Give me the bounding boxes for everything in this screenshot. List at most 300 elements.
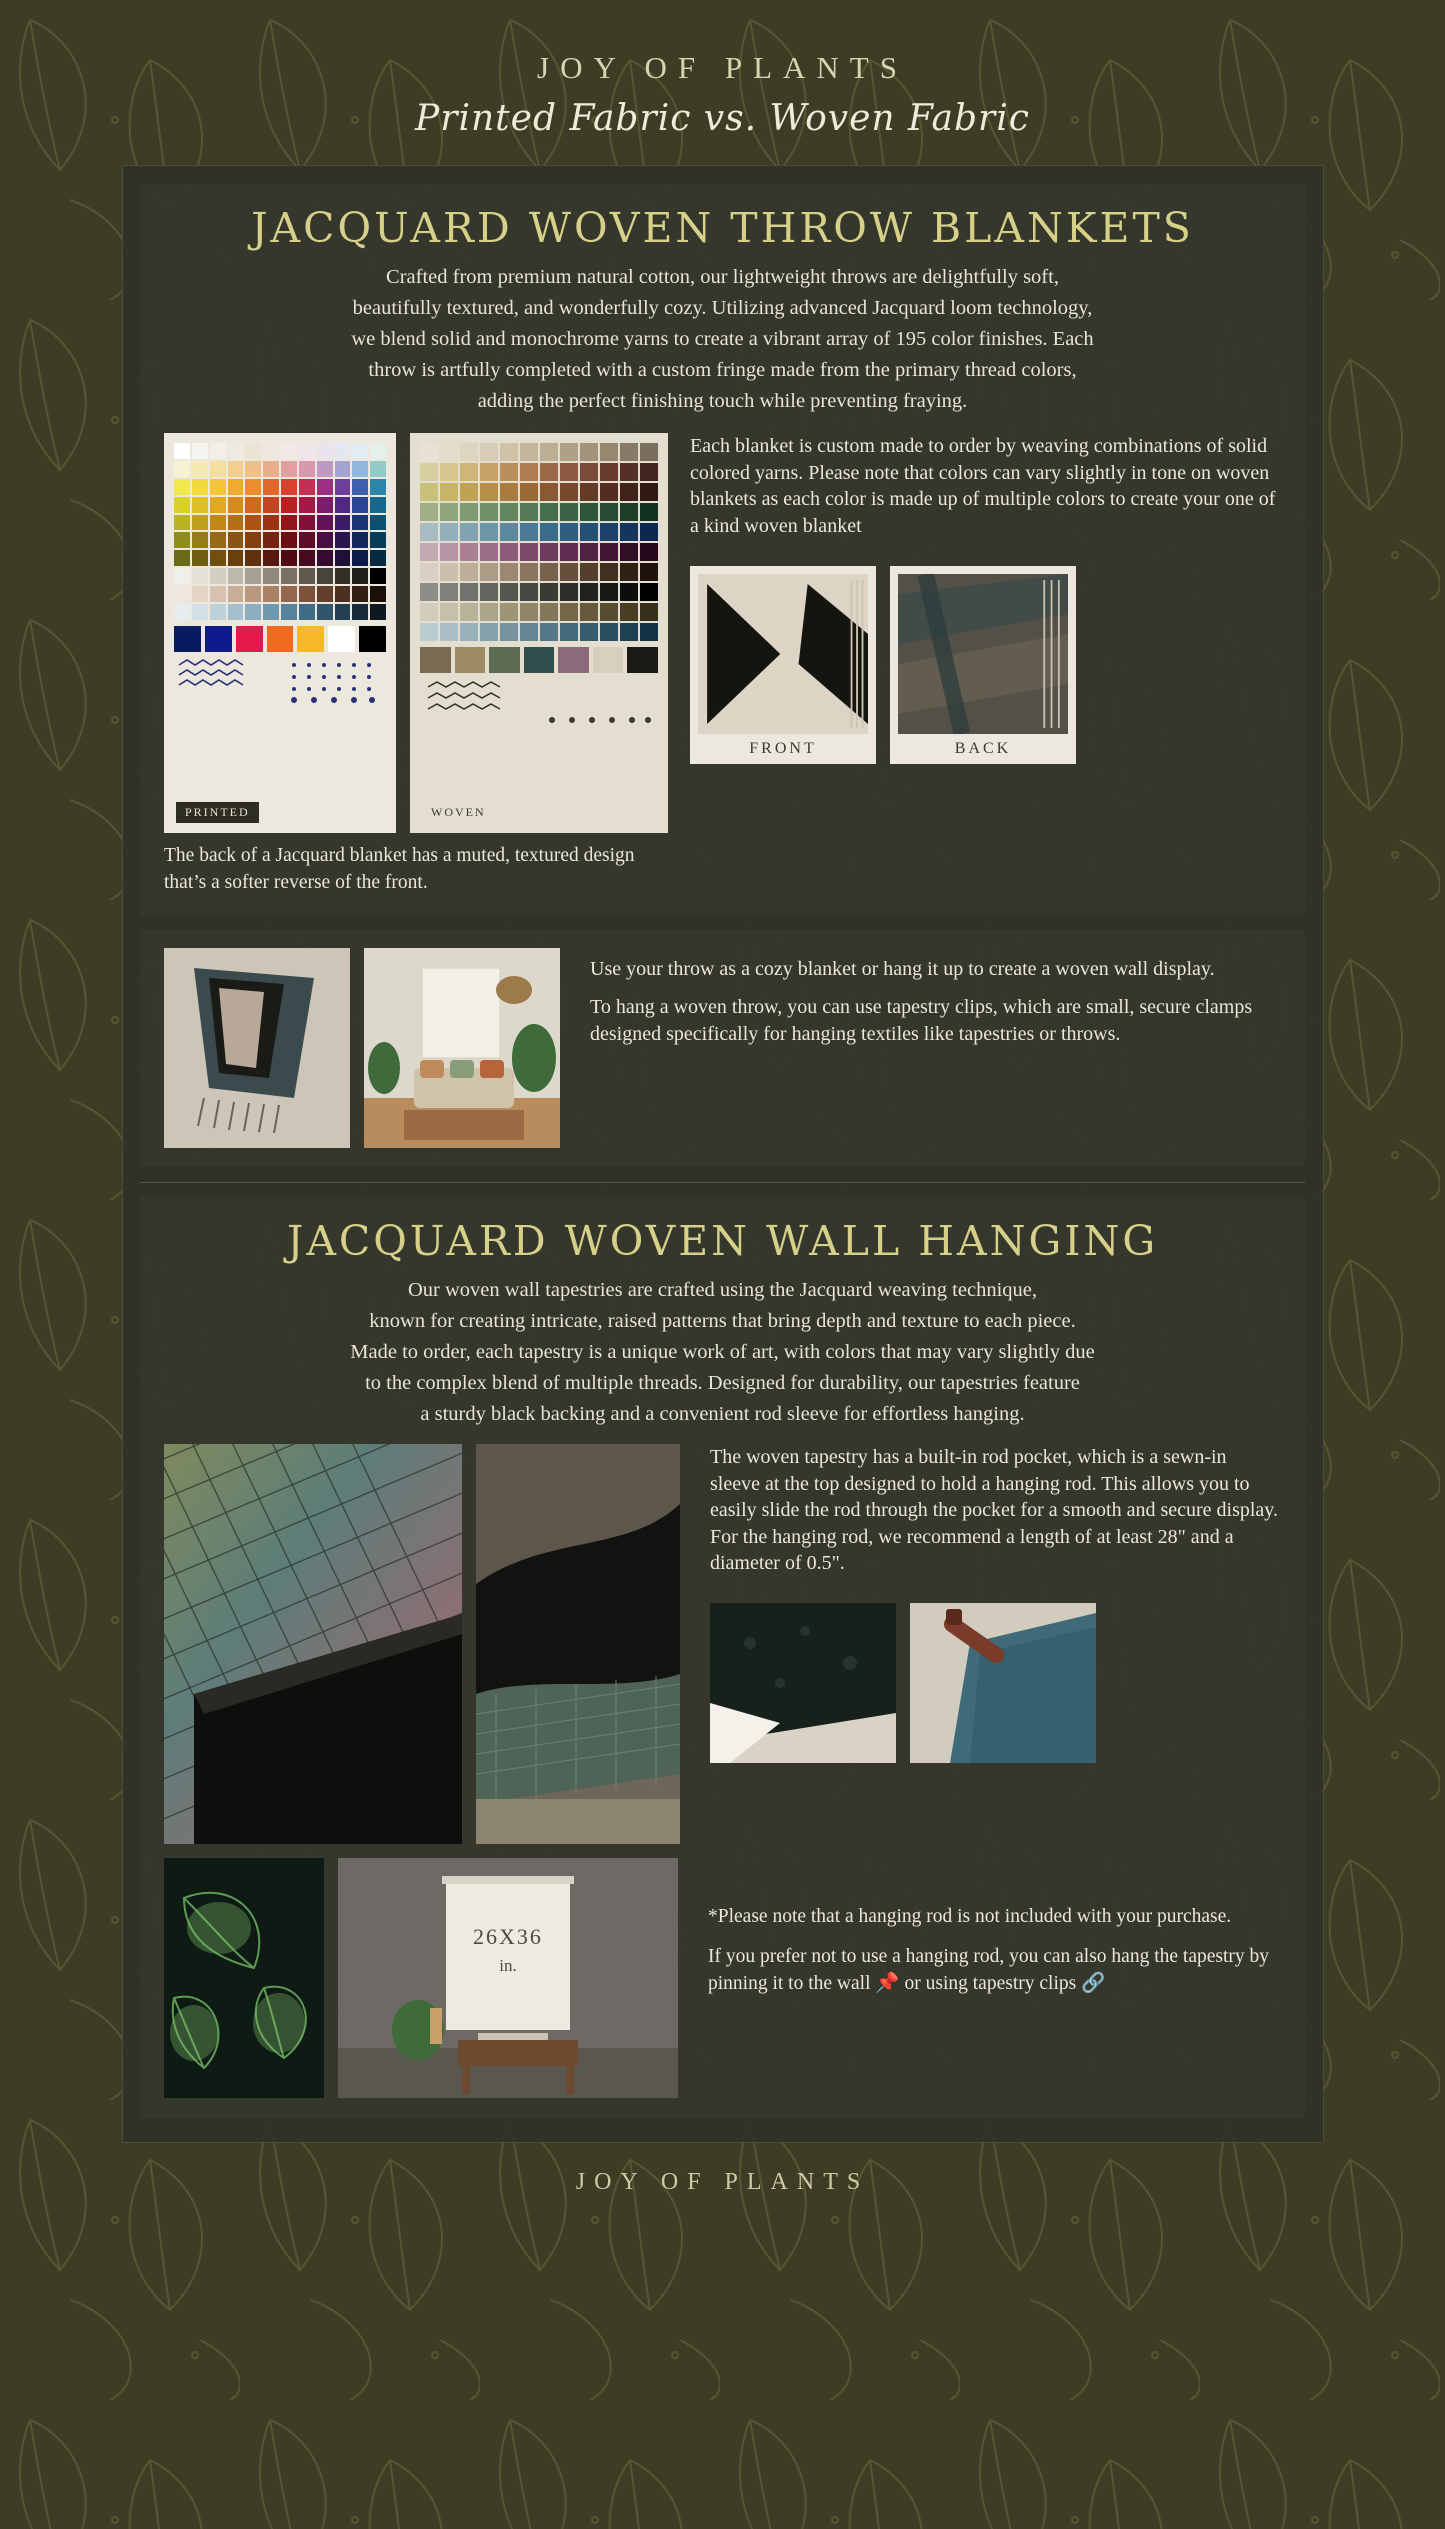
- color-swatch: [620, 523, 638, 541]
- color-swatch: [335, 461, 351, 477]
- rod-inserted-photo: [910, 1603, 1096, 1763]
- color-swatch: [460, 623, 478, 641]
- accent-swatch: [205, 626, 232, 652]
- woven-chart-label: WOVEN: [431, 805, 486, 820]
- poster-unit-label: in.: [499, 1956, 517, 1976]
- color-swatch: [317, 515, 333, 531]
- color-swatch: [228, 443, 244, 459]
- accent-swatch: [359, 626, 386, 652]
- color-swatch: [263, 550, 279, 566]
- color-swatch: [335, 479, 351, 495]
- color-swatch: [370, 443, 386, 459]
- leaf-tapestry-photo: [164, 1858, 324, 2098]
- woven-pattern-swatches: [420, 678, 656, 726]
- color-swatch: [174, 568, 190, 584]
- accent-swatch: [236, 626, 263, 652]
- color-swatch: [520, 563, 538, 581]
- color-swatch: [192, 550, 208, 566]
- color-swatch: [560, 523, 578, 541]
- color-swatch: [460, 503, 478, 521]
- color-swatch: [620, 483, 638, 501]
- color-swatch: [640, 483, 658, 501]
- color-swatch: [540, 463, 558, 481]
- color-swatch: [480, 463, 498, 481]
- color-swatch: [480, 603, 498, 621]
- color-swatch: [640, 503, 658, 521]
- color-swatch: [500, 463, 518, 481]
- color-swatch: [245, 461, 261, 477]
- color-swatch: [299, 461, 315, 477]
- color-swatch: [335, 515, 351, 531]
- color-swatch: [370, 550, 386, 566]
- color-swatch: [370, 479, 386, 495]
- color-swatch: [335, 604, 351, 620]
- color-swatch: [174, 586, 190, 602]
- color-swatch: [440, 583, 458, 601]
- color-swatch: [210, 550, 226, 566]
- color-swatch: [352, 479, 368, 495]
- color-swatch: [192, 497, 208, 513]
- color-swatch: [460, 543, 478, 561]
- intro-line: Our woven wall tapestries are crafted using the Jacquard weaving technique,: [408, 1278, 1037, 1301]
- color-swatch: [620, 603, 638, 621]
- color-swatch: [281, 550, 297, 566]
- color-swatch: [228, 604, 244, 620]
- color-swatch: [228, 479, 244, 495]
- color-swatch: [580, 563, 598, 581]
- color-swatch: [540, 543, 558, 561]
- color-swatch: [281, 532, 297, 548]
- color-swatch: [352, 497, 368, 513]
- color-swatch: [640, 523, 658, 541]
- color-swatch: [263, 586, 279, 602]
- color-swatch: [600, 463, 618, 481]
- accent-swatch: [558, 647, 589, 673]
- color-swatch: [440, 503, 458, 521]
- intro-line: Made to order, each tapestry is a unique work of art, with colors that may vary slightly due: [350, 1340, 1095, 1363]
- color-swatch: [317, 532, 333, 548]
- color-swatch: [540, 523, 558, 541]
- blanket-back-caption: The back of a Jacquard blanket has a muted, textured design that’s a softer reverse of the front.: [164, 845, 635, 893]
- color-swatch: [352, 550, 368, 566]
- color-swatch: [299, 443, 315, 459]
- color-swatch: [352, 568, 368, 584]
- color-swatch: [600, 443, 618, 461]
- color-swatch: [245, 604, 261, 620]
- color-swatch: [263, 479, 279, 495]
- color-swatch: [460, 483, 478, 501]
- color-swatch: [580, 603, 598, 621]
- color-swatch: [317, 497, 333, 513]
- color-swatch: [192, 532, 208, 548]
- color-swatch: [174, 497, 190, 513]
- color-swatch: [480, 523, 498, 541]
- color-swatch: [299, 568, 315, 584]
- intro-line: adding the perfect finishing touch while preventing fraying.: [477, 390, 968, 413]
- color-swatch: [520, 443, 538, 461]
- color-swatch: [281, 586, 297, 602]
- color-swatch: [480, 583, 498, 601]
- color-swatch: [420, 523, 438, 541]
- section1-title: JACQUARD WOVEN THROW BLANKETS: [251, 204, 1194, 252]
- color-swatch: [174, 479, 190, 495]
- accent-swatch: [489, 647, 520, 673]
- color-swatch: [317, 550, 333, 566]
- color-swatch: [352, 461, 368, 477]
- color-swatch: [620, 543, 638, 561]
- color-swatch: [420, 563, 438, 581]
- poster-room-photo: [338, 1858, 678, 2098]
- accent-swatch: [328, 626, 355, 652]
- woven-color-note-text: Each blanket is custom made to order by weaving combinations of solid colored yarns. Please note that colors can vary slightly in tone on woven blankets as each color is made up of multiple colors to create your one of a kind woven blanket: [690, 435, 1276, 538]
- color-swatch: [600, 623, 618, 641]
- color-swatch: [299, 515, 315, 531]
- color-swatch: [174, 532, 190, 548]
- color-swatch: [440, 623, 458, 641]
- color-swatch: [210, 532, 226, 548]
- color-swatch: [600, 503, 618, 521]
- printed-chart-label: PRINTED: [176, 802, 259, 823]
- color-swatch: [480, 543, 498, 561]
- color-swatch: [580, 463, 598, 481]
- color-swatch: [640, 603, 658, 621]
- printed-swatch-chart: [164, 433, 396, 833]
- poster-size-label: 26X36: [473, 1924, 543, 1950]
- color-swatch: [500, 483, 518, 501]
- color-swatch: [580, 443, 598, 461]
- color-swatch: [210, 586, 226, 602]
- color-swatch: [352, 515, 368, 531]
- color-swatch: [210, 515, 226, 531]
- woven-swatch-chart: [410, 433, 668, 833]
- color-swatch: [520, 483, 538, 501]
- brand-title-bottom: JOY OF PLANTS: [575, 2169, 870, 2196]
- color-swatch: [500, 503, 518, 521]
- color-swatch: [620, 583, 638, 601]
- color-swatch: [640, 463, 658, 481]
- page-subtitle: Printed Fabric vs. Woven Fabric: [415, 98, 1030, 139]
- color-swatch: [263, 532, 279, 548]
- color-swatch: [520, 623, 538, 641]
- color-swatch: [620, 463, 638, 481]
- color-swatch: [352, 532, 368, 548]
- color-swatch: [370, 532, 386, 548]
- color-swatch: [281, 604, 297, 620]
- pin-alternative-note: If you prefer not to use a hanging rod, you can also hang the tapestry by pinning it to the wall 📌 or using tapestry clips 🔗: [708, 1946, 1270, 1994]
- color-swatch: [210, 479, 226, 495]
- color-swatch: [600, 563, 618, 581]
- color-swatch: [420, 603, 438, 621]
- color-swatch: [210, 461, 226, 477]
- color-swatch: [560, 603, 578, 621]
- intro-line: to the complex blend of multiple threads. Designed for durability, our tapestries feature: [365, 1372, 1080, 1394]
- color-swatch: [192, 443, 208, 459]
- color-swatch: [263, 497, 279, 513]
- color-swatch: [420, 483, 438, 501]
- color-swatch: [281, 479, 297, 495]
- color-swatch: [335, 550, 351, 566]
- color-swatch: [370, 604, 386, 620]
- color-swatch: [600, 543, 618, 561]
- color-swatch: [335, 568, 351, 584]
- color-swatch: [352, 604, 368, 620]
- color-swatch: [245, 515, 261, 531]
- back-photo-caption: BACK: [954, 739, 1012, 757]
- color-swatch: [420, 503, 438, 521]
- color-swatch: [174, 550, 190, 566]
- color-swatch: [600, 483, 618, 501]
- color-swatch: [370, 497, 386, 513]
- woven-swatch-chart-wrap: [410, 433, 668, 833]
- color-swatch: [370, 515, 386, 531]
- color-swatch: [500, 443, 518, 461]
- color-swatch: [317, 443, 333, 459]
- divider: [140, 1182, 1305, 1183]
- color-swatch: [228, 461, 244, 477]
- section3-intro: [164, 1277, 1281, 1428]
- color-swatch: [317, 461, 333, 477]
- color-swatch: [480, 623, 498, 641]
- rod-pocket-text: [710, 1444, 1281, 1589]
- hanging-tip-2: To hang a woven throw, you can use tapestry clips, which are small, secure clamps designed specifically for hanging textiles like tapestries or throws.: [590, 996, 1253, 1046]
- color-swatch: [520, 543, 538, 561]
- accent-swatch: [267, 626, 294, 652]
- color-swatch: [299, 604, 315, 620]
- intro-line: beautifully textured, and wonderfully cozy. Utilizing advanced Jacquard loom technology,: [352, 297, 1093, 320]
- color-swatch: [580, 623, 598, 641]
- color-swatch: [520, 523, 538, 541]
- color-swatch: [560, 623, 578, 641]
- color-swatch: [540, 483, 558, 501]
- rod-not-included-note: *Please note that a hanging rod is not included with your purchase.: [708, 1906, 1232, 1928]
- intro-line: Crafted from premium natural cotton, our lightweight throws are delightfully soft,: [386, 266, 1059, 288]
- intro-line: a sturdy black backing and a convenient rod sleeve for effortless hanging.: [420, 1403, 1025, 1426]
- color-swatch: [560, 583, 578, 601]
- color-swatch: [281, 461, 297, 477]
- brand-title-top: JOY OF PLANTS: [537, 50, 908, 85]
- accent-swatch: [627, 647, 658, 673]
- color-swatch: [210, 443, 226, 459]
- back-photo-frame: [890, 566, 1076, 764]
- color-swatch: [174, 515, 190, 531]
- color-swatch: [520, 463, 538, 481]
- color-swatch: [263, 443, 279, 459]
- color-swatch: [640, 543, 658, 561]
- color-swatch: [299, 497, 315, 513]
- color-swatch: [440, 543, 458, 561]
- color-swatch: [281, 443, 297, 459]
- tapestry-corner-photo: [164, 1444, 462, 1844]
- section-wall-hanging: [140, 1197, 1305, 2118]
- color-swatch: [192, 604, 208, 620]
- color-swatch: [500, 543, 518, 561]
- color-swatch: [299, 532, 315, 548]
- color-swatch: [540, 563, 558, 581]
- accent-swatch: [524, 647, 555, 673]
- room-wall-display-photo: [364, 948, 560, 1148]
- color-swatch: [420, 443, 438, 461]
- color-swatch: [560, 503, 578, 521]
- color-swatch: [335, 586, 351, 602]
- color-swatch: [245, 479, 261, 495]
- color-swatch: [480, 443, 498, 461]
- color-swatch: [620, 443, 638, 461]
- accent-swatch: [174, 626, 201, 652]
- color-swatch: [580, 523, 598, 541]
- color-swatch: [480, 503, 498, 521]
- color-swatch: [281, 497, 297, 513]
- color-swatch: [299, 550, 315, 566]
- color-swatch: [420, 543, 438, 561]
- color-swatch: [520, 583, 538, 601]
- color-swatch: [228, 515, 244, 531]
- color-swatch: [440, 483, 458, 501]
- section-hanging-tips: [140, 930, 1305, 1166]
- color-swatch: [640, 563, 658, 581]
- color-swatch: [440, 603, 458, 621]
- color-swatch: [460, 463, 478, 481]
- accent-swatch: [420, 647, 451, 673]
- intro-line: throw is artfully completed with a custom fringe made from the primary thread colors,: [368, 359, 1077, 382]
- color-swatch: [560, 563, 578, 581]
- color-swatch: [174, 604, 190, 620]
- color-swatch: [500, 563, 518, 581]
- color-swatch: [460, 443, 478, 461]
- color-swatch: [440, 463, 458, 481]
- color-swatch: [245, 550, 261, 566]
- rod-pocket-detail-photo: [710, 1603, 896, 1763]
- color-swatch: [228, 532, 244, 548]
- color-swatch: [192, 515, 208, 531]
- woven-color-note: [682, 433, 1281, 551]
- color-swatch: [580, 503, 598, 521]
- color-swatch: [335, 532, 351, 548]
- color-swatch: [480, 483, 498, 501]
- color-swatch: [460, 563, 478, 581]
- color-swatch: [560, 463, 578, 481]
- color-swatch: [420, 583, 438, 601]
- color-swatch: [245, 497, 261, 513]
- color-swatch: [540, 443, 558, 461]
- color-swatch: [620, 503, 638, 521]
- color-swatch: [540, 603, 558, 621]
- color-swatch: [228, 550, 244, 566]
- color-swatch: [500, 523, 518, 541]
- printed-swatch-chart-wrap: [164, 433, 396, 833]
- color-swatch: [620, 563, 638, 581]
- accent-swatch: [455, 647, 486, 673]
- color-swatch: [192, 568, 208, 584]
- color-swatch: [281, 515, 297, 531]
- color-swatch: [560, 543, 578, 561]
- color-swatch: [228, 586, 244, 602]
- front-photo-caption: FRONT: [749, 739, 817, 757]
- color-swatch: [640, 623, 658, 641]
- color-swatch: [600, 523, 618, 541]
- color-swatch: [317, 568, 333, 584]
- color-swatch: [245, 586, 261, 602]
- hanging-tip-1: Use your throw as a cozy blanket or hang it up to create a woven wall display.: [590, 957, 1215, 980]
- color-swatch: [620, 623, 638, 641]
- color-swatch: [192, 586, 208, 602]
- color-swatch: [540, 583, 558, 601]
- section1-intro: [164, 264, 1281, 415]
- intro-line: known for creating intricate, raised patterns that bring depth and texture to each piece.: [369, 1309, 1076, 1332]
- color-swatch: [460, 603, 478, 621]
- color-swatch: [420, 623, 438, 641]
- color-swatch: [335, 497, 351, 513]
- color-swatch: [640, 443, 658, 461]
- color-swatch: [174, 443, 190, 459]
- color-swatch: [640, 583, 658, 601]
- content-panel: [122, 165, 1324, 2143]
- color-swatch: [580, 583, 598, 601]
- color-swatch: [245, 568, 261, 584]
- rod-pocket-paragraph: The woven tapestry has a built-in rod pocket, which is a sewn-in sleeve at the top designed to hold a hanging rod. This allows you to easily slide the rod through the pocket for a smooth and secure display. For the hanging rod, we recommend a length of at least 28" and a diameter of 0.5".: [710, 1446, 1278, 1575]
- printed-pattern-swatches: [174, 657, 384, 705]
- color-swatch: [440, 563, 458, 581]
- accent-swatch: [297, 626, 324, 652]
- color-swatch: [245, 443, 261, 459]
- intro-line: we blend solid and monochrome yarns to create a vibrant array of 195 color finishes. Each: [351, 328, 1094, 351]
- color-swatch: [520, 603, 538, 621]
- color-swatch: [600, 583, 618, 601]
- color-swatch: [370, 586, 386, 602]
- color-swatch: [317, 604, 333, 620]
- color-swatch: [352, 586, 368, 602]
- color-swatch: [500, 603, 518, 621]
- color-swatch: [210, 604, 226, 620]
- accent-swatch: [593, 647, 624, 673]
- color-swatch: [299, 586, 315, 602]
- color-swatch: [560, 443, 578, 461]
- color-swatch: [299, 479, 315, 495]
- color-swatch: [600, 603, 618, 621]
- color-swatch: [500, 583, 518, 601]
- color-swatch: [440, 443, 458, 461]
- color-swatch: [370, 461, 386, 477]
- color-swatch: [540, 503, 558, 521]
- color-swatch: [317, 586, 333, 602]
- color-swatch: [580, 483, 598, 501]
- section-throw-blankets: [140, 184, 1305, 916]
- color-swatch: [480, 563, 498, 581]
- color-swatch: [460, 523, 478, 541]
- color-swatch: [192, 461, 208, 477]
- color-swatch: [317, 479, 333, 495]
- color-swatch: [210, 568, 226, 584]
- color-swatch: [520, 503, 538, 521]
- color-swatch: [540, 623, 558, 641]
- color-swatch: [440, 523, 458, 541]
- color-swatch: [263, 461, 279, 477]
- color-swatch: [420, 463, 438, 481]
- color-swatch: [560, 483, 578, 501]
- front-photo-frame: [690, 566, 876, 764]
- section3-title: JACQUARD WOVEN WALL HANGING: [286, 1216, 1159, 1265]
- color-swatch: [174, 461, 190, 477]
- color-swatch: [580, 543, 598, 561]
- folded-throw-photo: [164, 948, 350, 1148]
- color-swatch: [228, 568, 244, 584]
- color-swatch: [263, 604, 279, 620]
- color-swatch: [281, 568, 297, 584]
- color-swatch: [500, 623, 518, 641]
- color-swatch: [263, 515, 279, 531]
- color-swatch: [352, 443, 368, 459]
- hanging-tips-text: [574, 948, 1281, 1060]
- color-swatch: [370, 568, 386, 584]
